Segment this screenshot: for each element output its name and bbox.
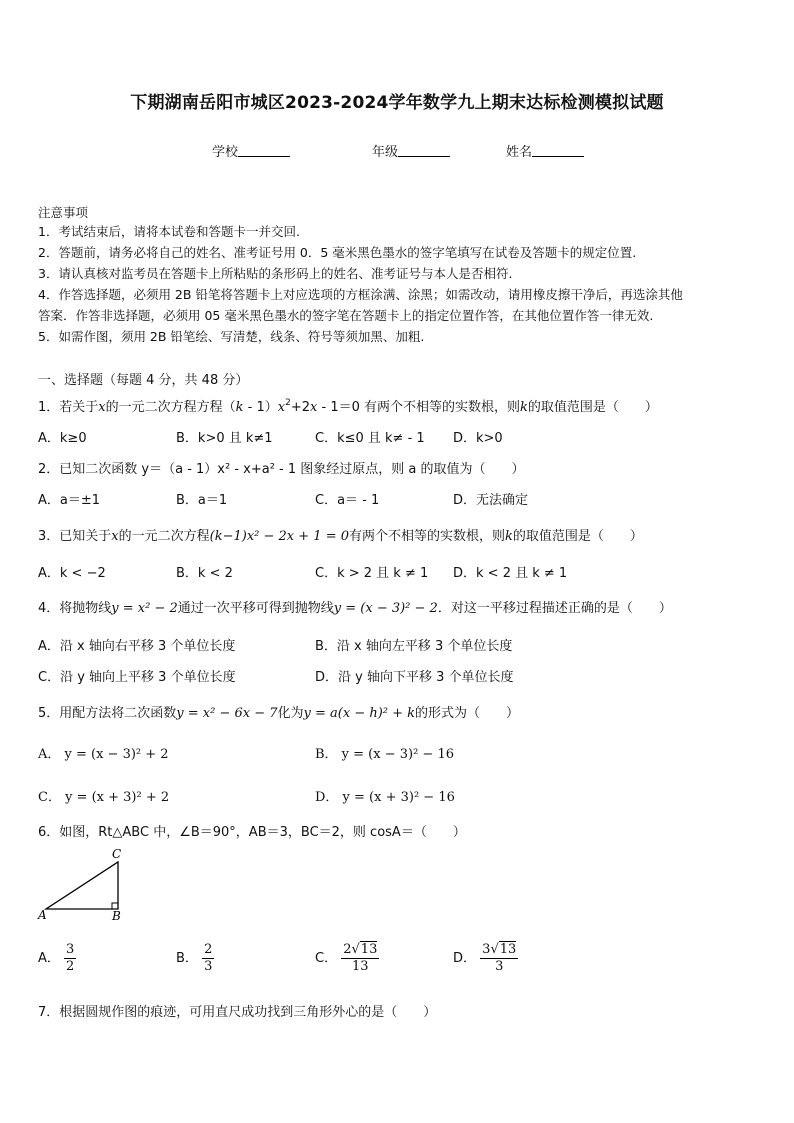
label-b: B — [112, 909, 121, 923]
fraction — [64, 942, 76, 975]
notice-item: 1．考试结束后，请将本试卷和答题卡一并交回. — [38, 224, 300, 239]
name-blank — [532, 144, 584, 157]
notice-item: 2．答题前，请务必将自己的姓名、准考证号用 0．5 毫米黑色墨水的签字笔填写在试卷及答题卡的规定位置. — [38, 245, 637, 260]
q1-option-d: D．k>0 — [453, 431, 503, 446]
q6-option-c — [315, 942, 379, 975]
q1-option-a: A．k≥0 — [38, 431, 87, 446]
question-4 — [38, 597, 672, 616]
q3-option-d: D．k < 2 且 k ≠ 1 — [453, 566, 568, 581]
q2-option-c: C．a＝ - 1 — [315, 493, 380, 508]
q1-option-b: B．k>0 且 k≠1 — [176, 431, 273, 446]
q6-option-b — [176, 942, 214, 975]
q4-text: ．对这一平移过程描述正确的是（ ） — [437, 601, 672, 616]
radicand: 13 — [360, 942, 378, 957]
notice-item: 5．如需作图，须用 2B 铅笔绘、写清楚，线条、符号等须加黑、加粗. — [38, 329, 425, 344]
q2-option-a: A．a＝±1 — [38, 493, 101, 508]
numerator: 3√13 — [482, 942, 517, 957]
school-label: 学校 — [212, 145, 239, 160]
section-heading: 一、选择题（每题 4 分，共 48 分） — [38, 373, 249, 388]
q3-text: 的一元二次方程 — [118, 529, 210, 544]
question-5 — [38, 702, 519, 721]
triangle-figure — [36, 846, 136, 926]
grade-blank — [398, 144, 450, 157]
q3-text: 3．已知关于 — [38, 529, 112, 544]
grade-field — [372, 141, 450, 160]
question-3 — [38, 525, 643, 544]
q6-option-letter: A． — [38, 951, 60, 966]
q3-text: 有两个不相等的实数根，则 — [348, 529, 505, 544]
q4-text: 通过一次平移可得到抛物线 — [177, 601, 334, 616]
coefficient: 3 — [482, 942, 491, 957]
q4-equation: y = x² − 2 — [111, 601, 178, 616]
q2-option-b: B．a＝1 — [176, 493, 228, 508]
numerator: 3 — [66, 942, 75, 957]
notice-heading: 注意事项 — [38, 205, 89, 220]
notice-item: 4．作答选择题，必须用 2B 铅笔将答题卡上对应选项的方框涂满、涂黑；如需改动，请用橡皮擦干净后，再选涂其他 — [38, 287, 683, 302]
question-6: 6．如图，Rt△ABC 中，∠B＝90°，AB＝3，BC＝2，则 cosA＝（ ） — [38, 825, 466, 840]
q3-option-c: C．k > 2 且 k ≠ 1 — [315, 566, 429, 581]
q3-equation: (k−1)x² − 2x + 1 = 0 — [209, 529, 349, 544]
q1-text: 的取值范围是（ ） — [527, 400, 658, 415]
q6-option-a — [38, 942, 76, 975]
label-c: C — [112, 847, 122, 861]
q4-text: 4．将抛物线 — [38, 601, 112, 616]
q3-var: x — [111, 529, 119, 544]
question-1 — [38, 396, 658, 415]
q5-equation: y = a(x − h)² + k — [303, 706, 416, 721]
q5-option-a: A． y = (x − 3)² + 2 — [38, 747, 169, 762]
q2-option-d: D．无法确定 — [453, 493, 529, 508]
q1-var: x — [310, 400, 318, 415]
q6-option-letter: B． — [176, 951, 198, 966]
q5-option-d: D． y = (x + 3)² − 16 — [315, 790, 455, 805]
q4-option-a: A．沿 x 轴向右平移 3 个单位长度 — [38, 639, 236, 654]
grade-label: 年级 — [372, 145, 399, 160]
q4-option-c: C．沿 y 轴向上平移 3 个单位长度 — [38, 670, 236, 685]
q1-var: x — [277, 400, 286, 415]
q3-var: k — [505, 529, 513, 544]
numerator: 2 — [204, 942, 213, 957]
fraction — [480, 942, 518, 975]
q1-option-c: C．k≤0 且 k≠ - 1 — [315, 431, 425, 446]
triangle-abc — [46, 862, 118, 909]
q1-var: k — [235, 400, 244, 415]
q3-option-b: B．k < 2 — [176, 566, 233, 581]
fraction — [202, 942, 214, 975]
q1-text: - 1） — [243, 400, 278, 415]
radicand: 13 — [499, 942, 517, 957]
q4-option-b: B．沿 x 轴向左平移 3 个单位长度 — [315, 639, 513, 654]
q1-text: 1．若关于 — [38, 400, 99, 415]
q5-option-b: B． y = (x − 3)² − 16 — [315, 747, 455, 762]
q1-sup: 2 — [285, 398, 291, 408]
numerator: 2√13 — [343, 942, 378, 957]
q5-text: 化为 — [277, 706, 304, 721]
denominator: 2 — [66, 959, 75, 974]
q6-option-d — [453, 942, 518, 975]
denominator: 3 — [204, 959, 213, 974]
q6-option-letter: C． — [315, 951, 338, 966]
notice-item: 3．请认真核对监考员在答题卡上所粘贴的条形码上的姓名、准考证号与本人是否相符. — [38, 266, 513, 281]
q4-option-d: D．沿 y 轴向下平移 3 个单位长度 — [315, 670, 514, 685]
q5-text: 的形式为（ ） — [415, 706, 520, 721]
q3-option-a: A．k < −2 — [38, 566, 106, 581]
name-field — [506, 141, 584, 160]
q4-equation: y = (x − 3)² − 2 — [333, 601, 438, 616]
denominator: 3 — [495, 959, 504, 974]
q5-option-c: C． y = (x + 3)² + 2 — [38, 790, 170, 805]
q1-var: k — [520, 400, 528, 415]
school-blank — [238, 144, 290, 157]
page-title: 下期湖南岳阳市城区2023-2024学年数学九上期末达标检测模拟试题 — [130, 93, 664, 113]
label-a: A — [38, 908, 47, 922]
q6-option-letter: D． — [453, 951, 477, 966]
fraction — [341, 942, 379, 975]
q5-text: 5．用配方法将二次函数 — [38, 706, 177, 721]
question-7: 7．根据圆规作图的痕迹，可用直尺成功找到三角形外心的是（ ） — [38, 1005, 437, 1020]
q5-equation: y = x² − 6x − 7 — [176, 706, 278, 721]
q1-var: x — [98, 400, 106, 415]
q1-text: - 1＝0 有两个不相等的实数根，则 — [317, 400, 520, 415]
q1-text: 的一元二次方程方程（ — [105, 400, 236, 415]
q1-text: +2 — [290, 400, 311, 415]
school-field — [212, 141, 290, 160]
denominator: 13 — [352, 959, 369, 974]
name-label: 姓名 — [506, 145, 533, 160]
notice-item: 答案．作答非选择题，必须用 05 毫米黑色墨水的签字笔在答题卡上的指定位置作答，在其他位置作答一律无效. — [38, 308, 654, 323]
q3-text: 的取值范围是（ ） — [512, 529, 643, 544]
coefficient: 2 — [343, 942, 352, 957]
question-2: 2．已知二次函数 y＝（a - 1）x² - x+a² - 1 图象经过原点，则 a 的取值为（ ） — [38, 462, 525, 477]
